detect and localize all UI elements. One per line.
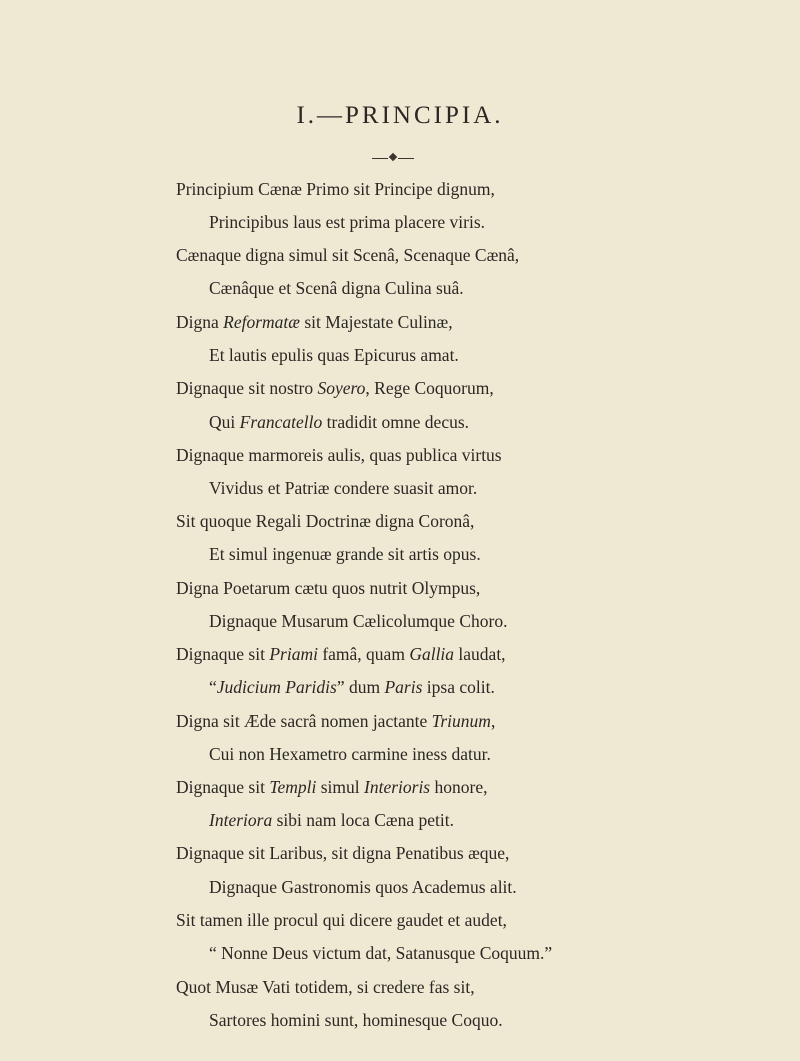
poem-line	[209, 809, 454, 831]
poem-line	[176, 311, 453, 333]
divider-line-left	[372, 158, 388, 159]
poem-line	[176, 244, 519, 266]
poem-line	[209, 277, 464, 299]
poem-line	[176, 776, 487, 798]
line-text: “ Nonne Deus victum dat, Satanusque Coquum.”	[209, 943, 553, 963]
poem-line	[209, 743, 491, 765]
poem-line	[209, 876, 517, 898]
poem-line	[209, 477, 477, 499]
poem-line	[209, 543, 481, 565]
poem-line	[176, 976, 475, 998]
line-text: Digna sit Æde sacrâ nomen jactante	[176, 711, 432, 731]
italic-text: Templi	[269, 777, 317, 797]
poem-line	[176, 842, 509, 864]
line-text: Dignaque sit nostro	[176, 378, 318, 398]
line-text: Vividus et Patriæ condere suasit amor.	[209, 478, 478, 498]
line-text: Et simul ingenuæ grande sit artis opus.	[209, 544, 481, 564]
page-title: I.—PRINCIPIA.	[296, 102, 504, 129]
poem-line	[176, 377, 494, 399]
poem-line	[176, 643, 506, 665]
line-text: sit Majestate Culinæ,	[299, 312, 453, 332]
poem-line	[209, 211, 485, 233]
line-text: Dignaque Gastronomis quos Academus alit.	[209, 877, 517, 897]
line-text: , Rege Coquorum,	[365, 378, 494, 398]
line-text: Qui	[209, 412, 240, 432]
poem-line	[209, 942, 552, 964]
line-text: ,	[490, 711, 496, 731]
line-text: Sit tamen ille procul qui dicere gaudet et audet,	[176, 910, 507, 930]
line-text: Dignaque Musarum Cælicolumque Choro.	[209, 611, 508, 631]
line-text: ” dum	[336, 677, 385, 697]
line-text: Dignaque marmoreis aulis, quas publica virtus	[176, 445, 502, 465]
line-text: Dignaque sit	[176, 777, 270, 797]
poem-line	[176, 178, 495, 200]
italic-text: Paris	[384, 677, 423, 697]
line-text: Principium Cænæ Primo sit Principe dignum,	[176, 179, 495, 199]
poem-line	[209, 411, 469, 433]
italic-text: Interioris	[364, 777, 431, 797]
poem-line	[176, 710, 495, 732]
line-text: Dignaque sit	[176, 644, 270, 664]
italic-text: Triunum	[431, 711, 491, 731]
line-text: Cui non Hexametro carmine iness datur.	[209, 744, 491, 764]
poem-line	[209, 1009, 503, 1031]
italic-text: Judicium Paridis	[216, 677, 337, 697]
line-text: “	[209, 677, 217, 697]
poem-line	[176, 909, 507, 931]
italic-text: Gallia	[409, 644, 455, 664]
line-text: ipsa colit.	[422, 677, 495, 697]
poem-line	[176, 510, 474, 532]
italic-text: Francatello	[239, 412, 323, 432]
italic-text: Interiora	[209, 810, 273, 830]
line-text: Digna	[176, 312, 224, 332]
line-text: Sit quoque Regali Doctrinæ digna Coronâ,	[176, 511, 475, 531]
italic-text: Reformatæ	[223, 312, 300, 332]
line-text: Digna Poetarum cætu quos nutrit Olympus,	[176, 578, 481, 598]
line-text: laudat,	[454, 644, 506, 664]
line-text: Dignaque sit Laribus, sit digna Penatibus æque,	[176, 843, 510, 863]
ornament-divider	[372, 157, 414, 161]
line-text: Et lautis epulis quas Epicurus amat.	[209, 345, 459, 365]
line-text: honore,	[430, 777, 488, 797]
poem-line	[209, 676, 495, 698]
line-text: sibi nam loca Cæna petit.	[272, 810, 454, 830]
line-text: famâ, quam	[317, 644, 410, 664]
poem-line	[209, 344, 459, 366]
poem-line	[176, 577, 480, 599]
diamond-icon	[389, 153, 397, 161]
line-text: simul	[316, 777, 364, 797]
line-text: Sartores homini sunt, hominesque Coquo.	[209, 1010, 503, 1030]
line-text: Cænâque et Scenâ digna Culina suâ.	[209, 278, 464, 298]
italic-text: Soyero	[317, 378, 366, 398]
poem-line	[209, 610, 507, 632]
divider-line-right	[398, 158, 414, 159]
poem-line	[176, 444, 502, 466]
italic-text: Priami	[269, 644, 318, 664]
line-text: Cænaque digna simul sit Scenâ, Scenaque Cænâ,	[176, 245, 520, 265]
line-text: Quot Musæ Vati totidem, si credere fas sit,	[176, 977, 475, 997]
line-text: Principibus laus est prima placere viris.	[209, 212, 486, 232]
line-text: tradidit omne decus.	[322, 412, 470, 432]
